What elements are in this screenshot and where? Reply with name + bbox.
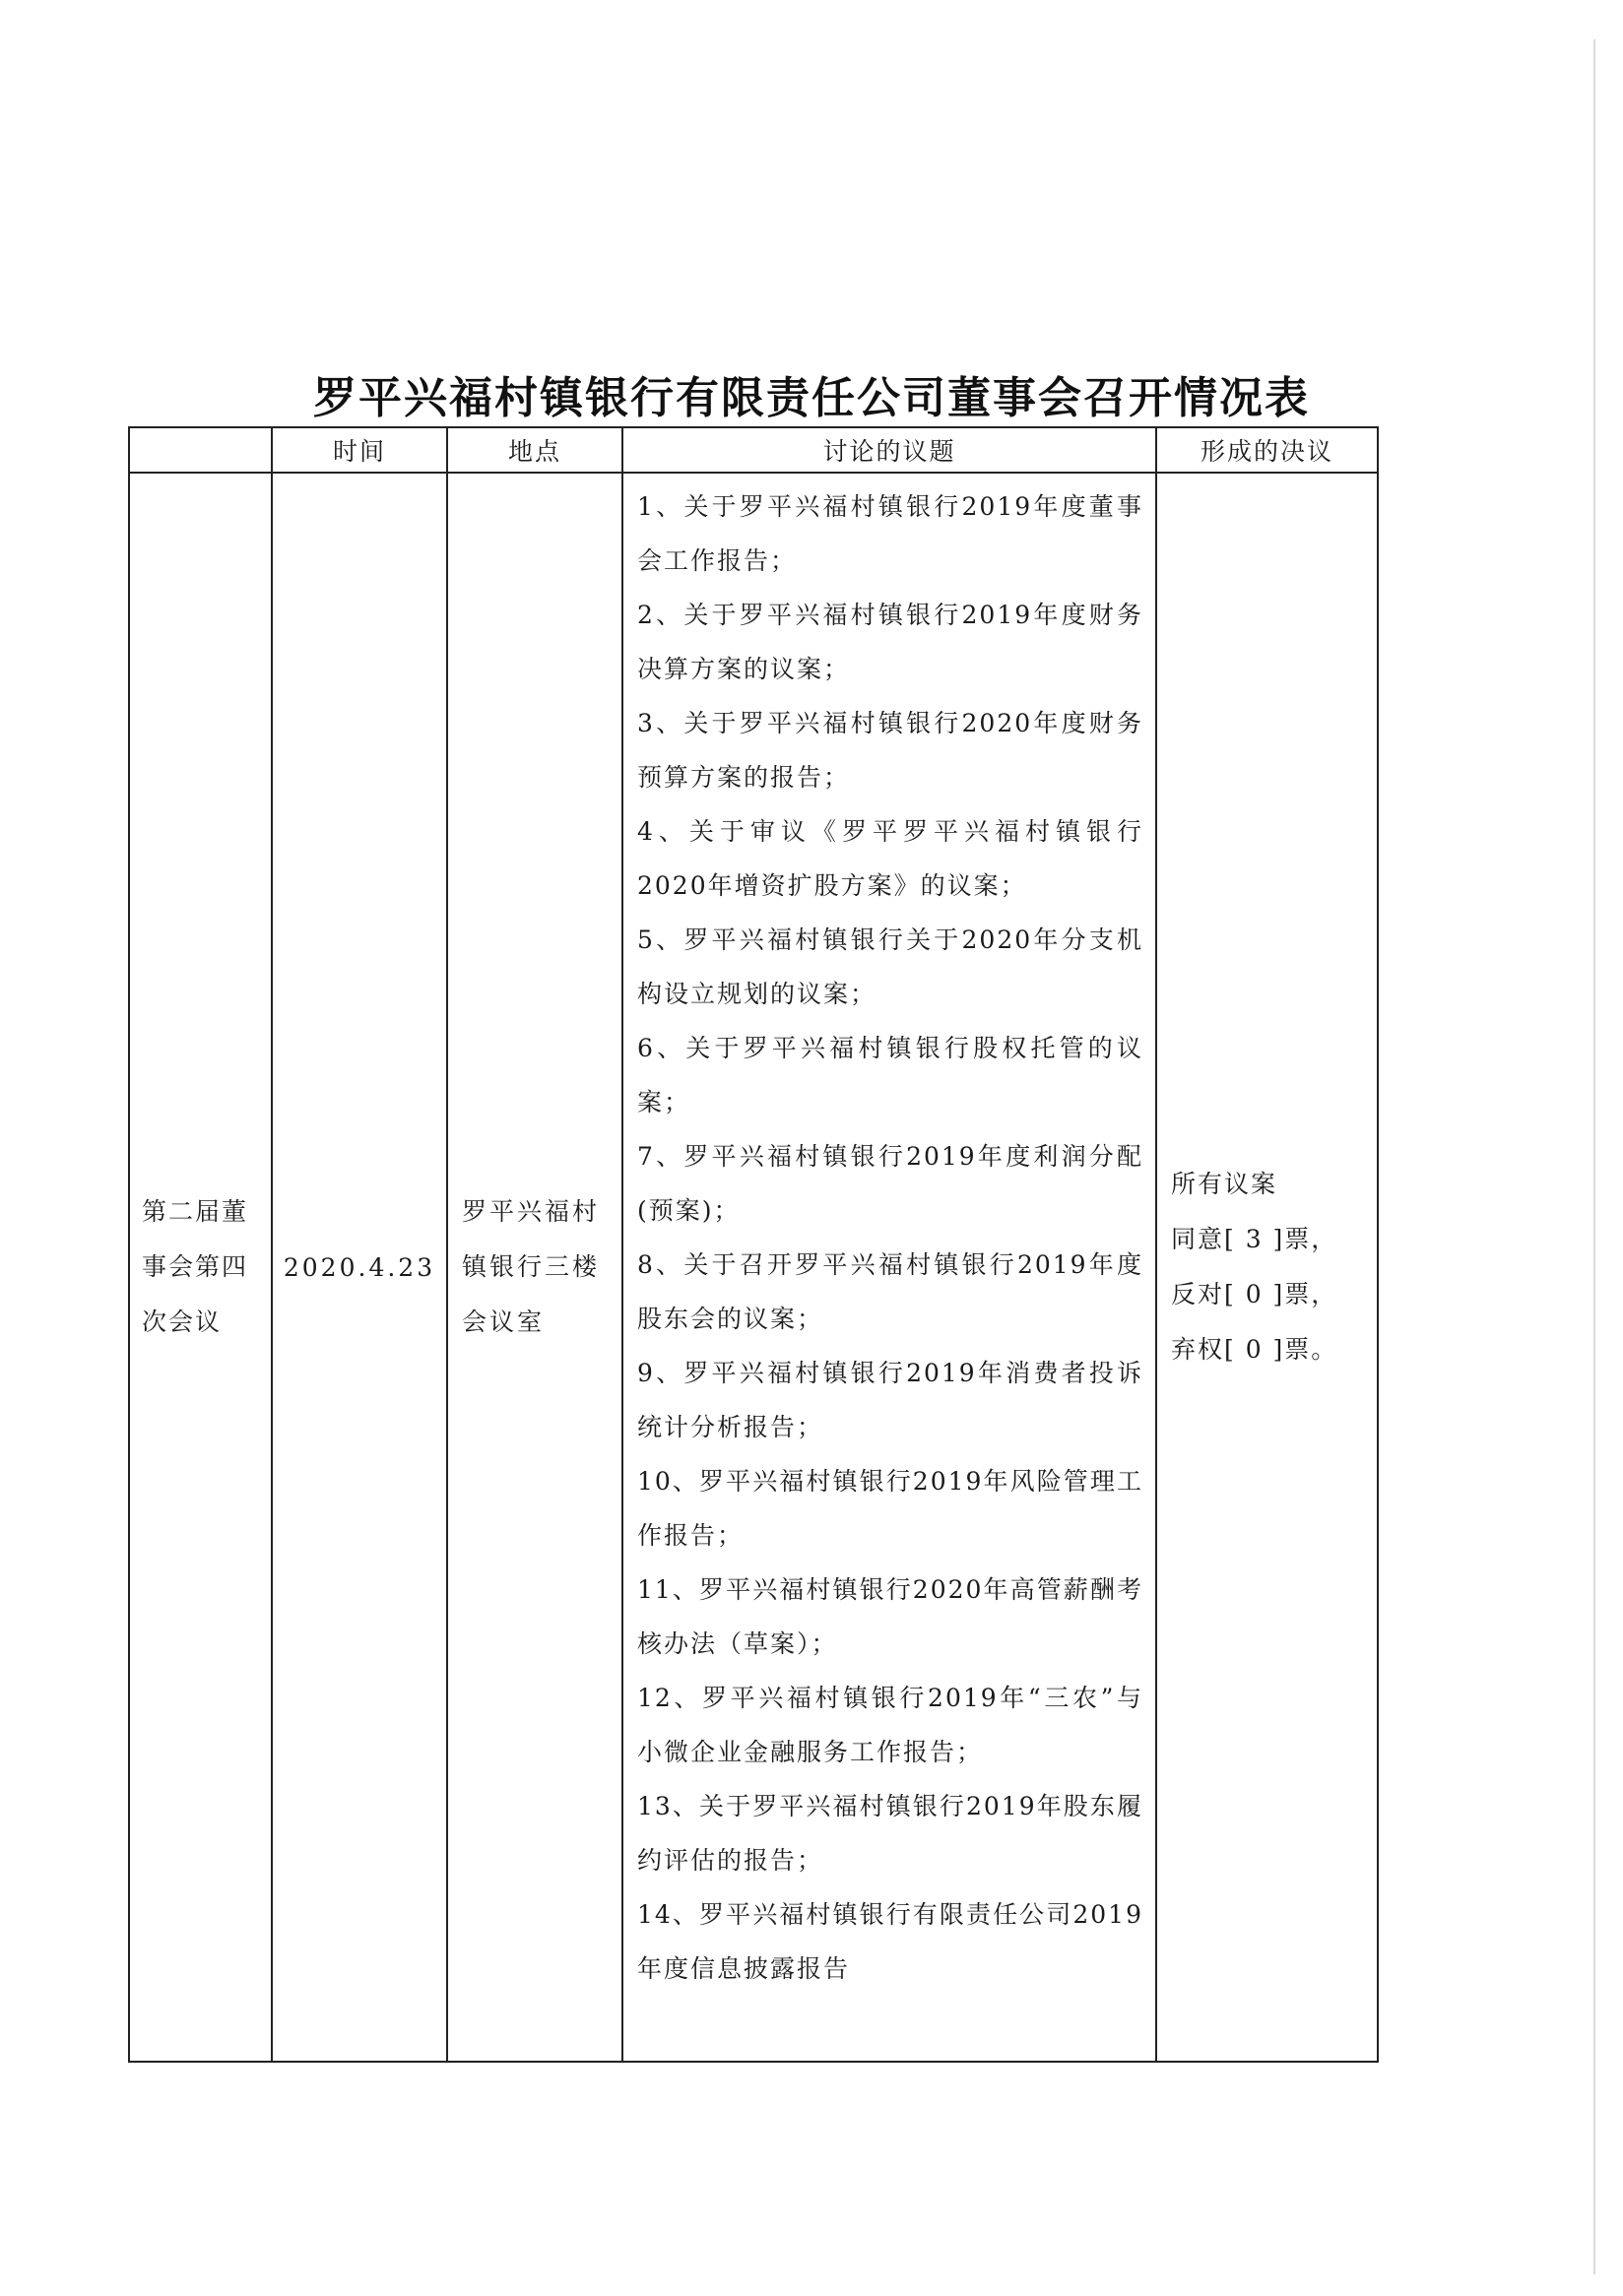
topic-item: 3、关于罗平兴福村镇银行2020年度财务预算方案的报告；: [637, 709, 1143, 792]
meeting-table: [128, 426, 1379, 2063]
topic-item: 9、罗平兴福村镇银行2019年消费者投诉统计分析报告；: [637, 1359, 1143, 1441]
header-place: 地点: [447, 427, 622, 473]
topic-item: 11、罗平兴福村镇银行2020年高管薪酬考核办法（草案）；: [637, 1575, 1143, 1658]
topics-list: [637, 474, 1143, 1996]
header-topics: 讨论的议题: [622, 427, 1156, 473]
topic-item: 10、罗平兴福村镇银行2019年风险管理工作报告；: [637, 1467, 1143, 1550]
meeting-place-cell: 罗平兴福村镇银行三楼会议室: [447, 473, 622, 2062]
header-resolution: 形成的决议: [1156, 427, 1378, 473]
header-time: 时间: [272, 427, 447, 473]
topic-item: 1、关于罗平兴福村镇银行2019年度董事会工作报告；: [637, 492, 1143, 575]
resolution-votes-abstain: 弃权[ 0 ]票。: [1171, 1335, 1338, 1364]
topic-item: 12、罗平兴福村镇银行2019年“三农”与小微企业金融服务工作报告；: [637, 1684, 1143, 1766]
meeting-name-cell: 第二届董事会第四次会议: [129, 473, 272, 2062]
resolution-votes-against: 反对[ 0 ]票，: [1171, 1280, 1338, 1308]
topic-item: 4、关于审议《罗平罗平兴福村镇银行2020年增资扩股方案》的议案；: [637, 817, 1143, 900]
topic-item: 6、关于罗平兴福村镇银行股权托管的议案；: [637, 1034, 1143, 1116]
resolution-line: 所有议案: [1171, 1170, 1278, 1198]
topics-cell: [622, 473, 1156, 2062]
topic-item: 5、罗平兴福村镇银行关于2020年分支机构设立规划的议案；: [637, 925, 1143, 1008]
document-title: 罗平兴福村镇银行有限责任公司董事会召开情况表: [313, 373, 1310, 423]
meeting-date-cell: 2020.4.23: [272, 473, 447, 2062]
header-meeting: [129, 427, 272, 473]
topic-item: 8、关于召开罗平兴福村镇银行2019年度股东会的议案；: [637, 1250, 1143, 1333]
table-header-row: [129, 427, 1378, 473]
topic-item: 13、关于罗平兴福村镇银行2019年股东履约评估的报告；: [637, 1792, 1143, 1875]
resolution-cell: [1156, 473, 1378, 2062]
table-row: [129, 473, 1378, 2062]
topic-item: 14、罗平兴福村镇银行有限责任公司2019年度信息披露报告: [637, 1900, 1143, 1983]
resolution-votes-for: 同意[ 3 ]票，: [1171, 1225, 1338, 1253]
topic-item: 7、罗平兴福村镇银行2019年度利润分配(预案)；: [637, 1142, 1143, 1225]
topic-item: 2、关于罗平兴福村镇银行2019年度财务决算方案的议案；: [637, 601, 1143, 683]
